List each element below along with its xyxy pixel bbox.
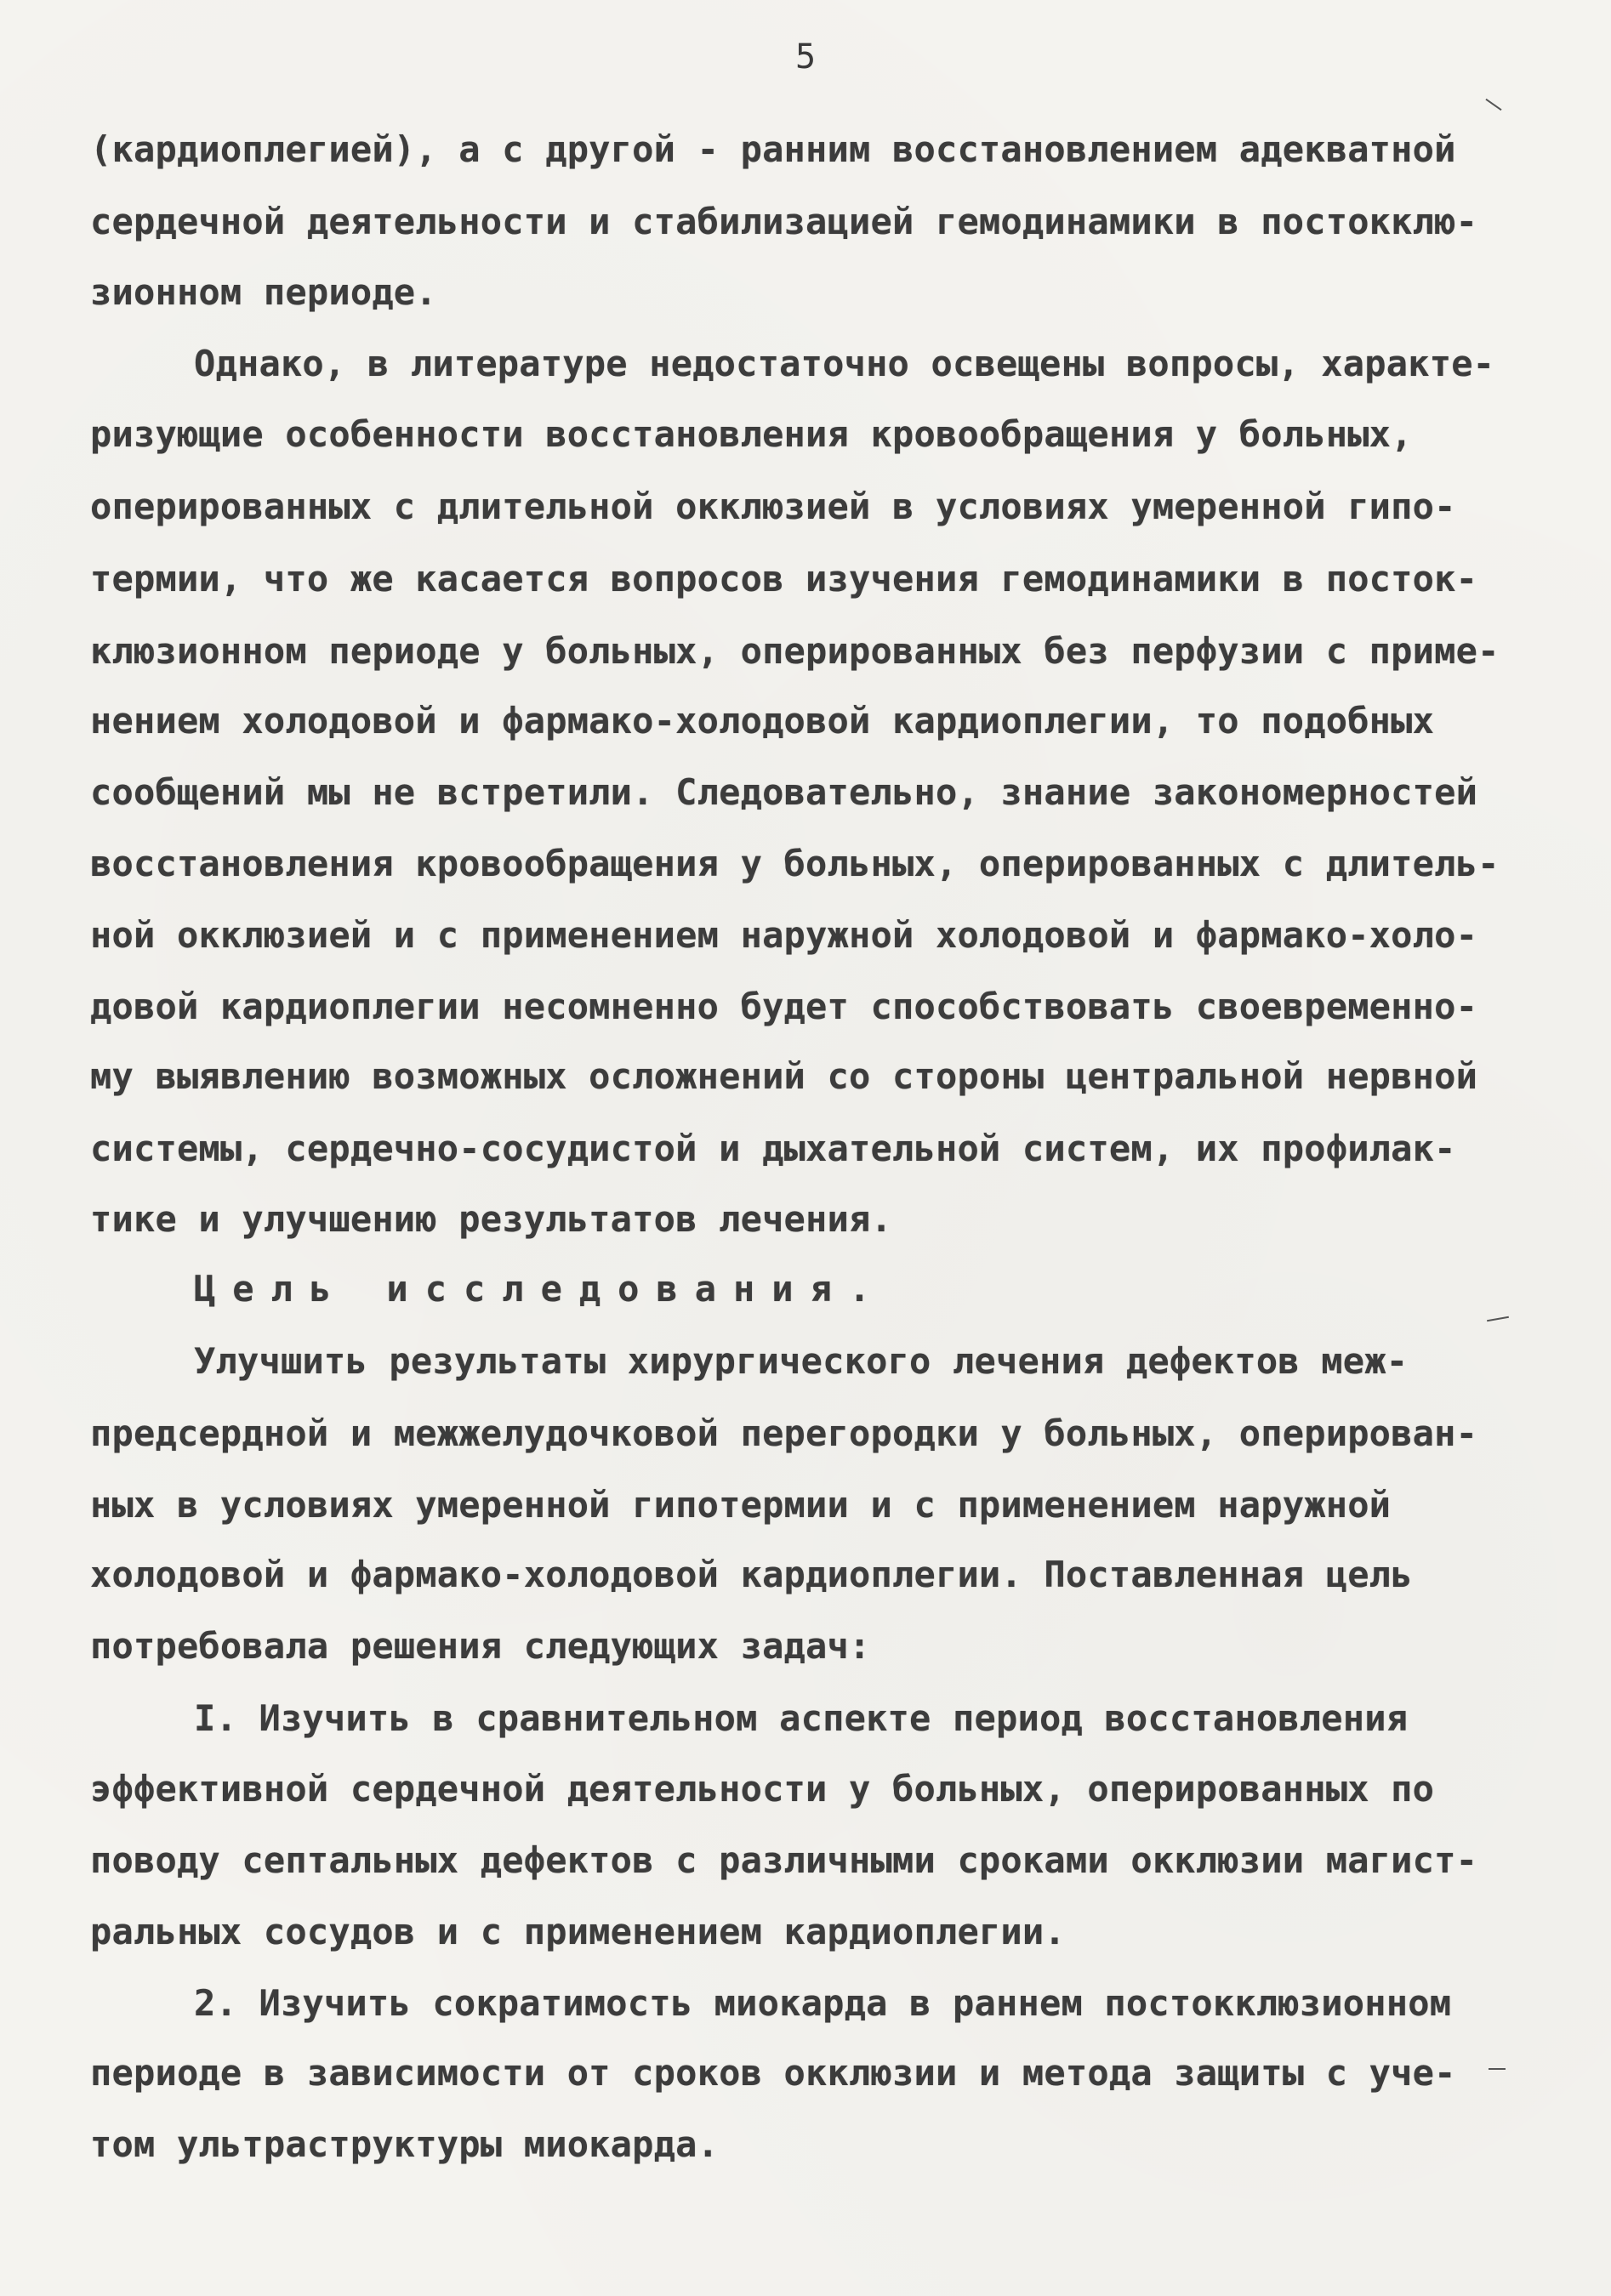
text-line: поводу септальных дефектов с различными сроками окклюзии магист-	[90, 1839, 1478, 1881]
page-number: 5	[794, 37, 817, 77]
text-line: ризующие особенности восстановления кровообращения у больных,	[90, 413, 1413, 455]
text-line: эффективной сердечной деятельности у больных, оперированных по	[90, 1768, 1435, 1810]
text-line: 2. Изучить сократимость миокарда в раннем постокклюзионном	[194, 1982, 1452, 2024]
section-heading: Цель исследования.	[194, 1268, 888, 1310]
text-line: довой кардиоплегии несомненно будет способствовать своевременно-	[90, 986, 1478, 1027]
text-line: восстановления кровообращения у больных, оперированных с длитель-	[90, 843, 1500, 884]
scan-mark	[1485, 99, 1501, 111]
text-line: том ультраструктуры миокарда.	[90, 2123, 720, 2165]
text-line: сердечной деятельности и стабилизацией гемодинамики в постокклю-	[90, 201, 1478, 242]
text-line: тике и улучшению результатов лечения.	[90, 1198, 892, 1240]
text-line: периоде в зависимости от сроков окклюзии и метода защиты с уче-	[90, 2052, 1456, 2094]
text-line: (кардиоплегией), а с другой - ранним восстановлением адекватной	[90, 128, 1456, 170]
scan-mark	[1487, 1316, 1509, 1321]
text-line: термии, что же касается вопросов изучения гемодинамики в посток-	[90, 558, 1478, 600]
text-line: зионном периоде.	[90, 271, 437, 313]
text-line: нением холодовой и фармако-холодовой кардиоплегии, то подобных	[90, 700, 1435, 742]
text-line: ральных сосудов и с применением кардиоплегии.	[90, 1911, 1066, 1952]
text-line: оперированных с длительной окклюзией в условиях умеренной гипо-	[90, 486, 1456, 527]
text-line: предсердной и межжелудочковой перегородки у больных, оперирован-	[90, 1412, 1478, 1454]
text-line: Однако, в литературе недостаточно освещены вопросы, характе-	[194, 343, 1495, 384]
scan-mark	[1489, 2068, 1506, 2070]
text-line: му выявлению возможных осложнений со стороны центральной нервной	[90, 1055, 1478, 1097]
text-line: Улучшить результаты хирургического лечения дефектов меж-	[194, 1340, 1409, 1382]
text-line: ной окклюзией и с применением наружной холодовой и фармако-холо-	[90, 914, 1478, 956]
text-line: I. Изучить в сравнительном аспекте период восстановления	[194, 1697, 1409, 1739]
text-line: системы, сердечно-сосудистой и дыхательной систем, их профилак-	[90, 1128, 1456, 1169]
text-line: ных в условиях умеренной гипотермии и с применением наружной	[90, 1484, 1392, 1526]
text-line: сообщений мы не встретили. Следовательно, знание закономерностей	[90, 771, 1478, 813]
text-line: холодовой и фармако-холодовой кардиоплегии. Поставленная цель	[90, 1554, 1413, 1595]
text-line: клюзионном периоде у больных, оперированных без перфузии с приме-	[90, 630, 1500, 672]
text-line: потребовала решения следующих задач:	[90, 1625, 871, 1667]
